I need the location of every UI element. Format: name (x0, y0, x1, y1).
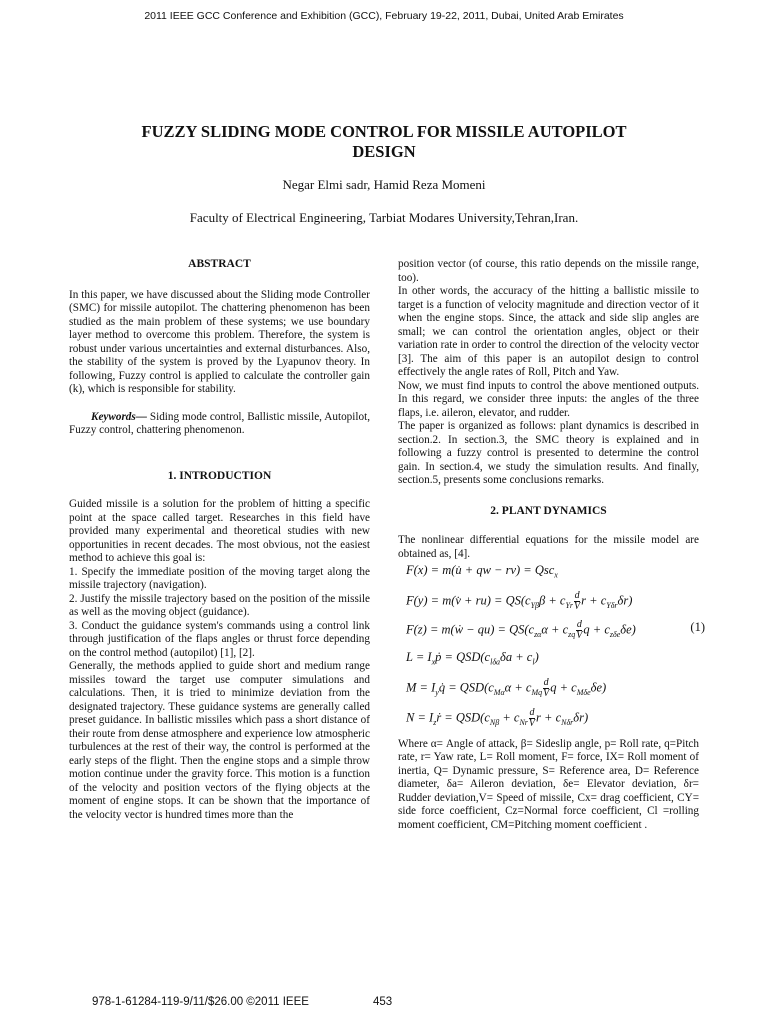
keywords-label: Keywords— (91, 410, 147, 423)
right-paragraph-4: The paper is organized as follows: plant dynamics is described in section.2. In section.3, the SMC theory is explained and in following a fuzzy control is presented to determine the control gain. In section.4, we study the simulation results. And finally, section.5, presents some conclusions remarks. (398, 420, 699, 486)
section1-heading: 1. INTRODUCTION (167, 469, 272, 482)
section2-heading: 2. PLANT DYNAMICS (490, 504, 607, 517)
intro-item-3: 3. Conduct the guidance system's commands using a control link through justification of the flaps angles or thrust force depending on the control method (autopilot) [1], [2]. (69, 619, 370, 659)
right-column (398, 258, 705, 832)
equation-block (406, 563, 705, 730)
page-number: 453 (373, 996, 393, 1008)
right-paragraph-3: Now, we must find inputs to control the above mentioned outputs. In this regard, we consider three inputs: the angles of the three flaps, i.e. aileron, elevator, and rudder. (398, 379, 699, 419)
paper-title (100, 122, 668, 162)
abstract-heading: ABSTRACT (188, 258, 251, 270)
intro-paragraph-1: Guided missile is a solution for the problem of hitting a specific point at the space called target. Researches in this field have provided many experimental and theoretical studies with new opportunities in recent decades. The most obvious, not the easiest method to achieve this goal is: (69, 498, 370, 564)
abstract-text: In this paper, we have discussed about the Sliding mode Controller (SMC) for missile autopilot. The chattering phenomenon has been studied as the main problem of these systems; we use boundary layer method to overcome this problem. Therefore, the system is robust under various uncertainties and external disturbances. Also, the stability of the system is proved by the Lyapunov theory. In following, Fuzzy control is applied to calculate the controller gain (k), which is responsible for stability. (69, 288, 370, 395)
right-paragraph-2: In other words, the accuracy of the hitting a ballistic missile to target is a function of velocity magnitude and direction vector of it when the engine stops. Since, the attack and side slip angles are small; we can control the orientation angles, object or their variation rate in order to control the direction of the velocity vector [3]. The aim of this paper is an autopilot design to control effectively the angle rates of Roll, Pitch and Yaw. (398, 285, 699, 378)
plant-paragraph-1: The nonlinear differential equations for the missile model are obtained as, [4]. (398, 534, 699, 560)
equation-n: $N = I_zṙ = QSD(c_{N\beta} + c_{Nr}$ $\frac{d}{V}$ $r + c_{N\delta r}\delta r$) (406, 706, 589, 729)
equation-number: (1) (690, 620, 705, 635)
affiliation: Faculty of Electrical Engineering, Tarbiat Modares University,Tehran,Iran. (189, 210, 579, 225)
left-column (69, 258, 370, 822)
intro-item-1: 1. Specify the immediate position of the moving target along the missile trajectory (navigation). (69, 565, 370, 591)
intro-item-2: 2. Justify the missile trajectory based on the position of the missile as well as the moving object (guidance). (69, 592, 370, 618)
conference-header: 2011 IEEE GCC Conference and Exhibition (GCC), February 19-22, 2011, Dubai, United Arab Emirates (144, 10, 624, 22)
keywords-text: Siding mode control, Ballistic missile, Autopilot, Fuzzy control, chattering phenomenon. (69, 410, 370, 436)
right-paragraph-1: position vector (of course, this ratio depends on the missile range, too). (398, 258, 699, 284)
intro-paragraph-2: Generally, the methods applied to guide short and medium range missiles toward the target use computer simulations and calculations. Then, it is tried to minimize deviation from the designated trajectory. These guidance systems are generally called preset guidance. In ballistic missiles which pass a short distance of their route from dense atmosphere and experience low atmospheric turbulences at the rest of their way, the control is performed at the early steps of the flight. Then the engine stops and a simple throw motion continue under the gravity force. This motion is a function of the velocity and position vectors of the flying objects at the moment of engine stops. It can be shown that the importance of the velocity vector is hundred times more than the (69, 660, 370, 821)
equation-fy: F(y) = m(v̇ + $ru) = QS(c_{Y\beta}\beta + c_{Yr}$ $\frac{d}{V}$ $r + c_{Y\delta r}\delta r$) (406, 589, 633, 612)
keywords (69, 411, 370, 438)
equation-fx: F(x) = m(u̇ + qw − rv) = Qsc$_x$ (406, 563, 558, 580)
equation-l: $L = I_xṗ = QSD(c_{l\delta a}\delta a + c_l)$ (406, 650, 539, 667)
equation-fz: F(z) = m(ẇ − $qu) = QS(c_{z\alpha}\alpha + c_{zq}$ $\frac{d}{V}$ $q + c_{z\delta e}\delta e$) (1) (406, 619, 705, 642)
title-line-2: DESIGN (352, 142, 416, 161)
isbn-footer: 978-1-61284-119-9/11/$26.00 ©2011 IEEE (92, 996, 309, 1008)
equation-m: $M = I_yq̇ = QSD(c_{M\alpha}\alpha + c_{Mq}$ $\frac{d}{V}$ $q + c_{M\delta e}\delta e$) (406, 676, 607, 699)
plant-variable-definitions: Where α= Angle of attack, β= Sideslip angle, p= Roll rate, q=Pitch rate, r= Yaw rate, L= Roll moment, F= force, IX= Roll moment of inertia, Q= Dynamic pressure, S= Reference area, D= Reference diameter, δa= Aileron deviation, δe= Elevator deviation, δr= Rudder deviation,V= Speed of missile, Cx= drag coefficient, CY= side force coefficient, Cz=Normal force coefficient, Cl =rolling moment coefficient, CM=Pitching moment coefficient . (398, 737, 699, 831)
title-line-1: FUZZY SLIDING MODE CONTROL FOR MISSILE AUTOPILOT (141, 122, 627, 141)
authors: Negar Elmi sadr, Hamid Reza Momeni (282, 177, 486, 192)
